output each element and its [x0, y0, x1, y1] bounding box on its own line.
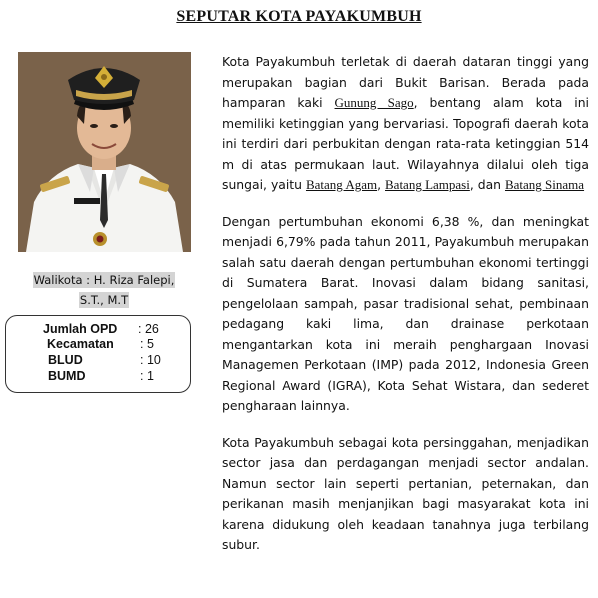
link-gunung-sago[interactable]: Gunung Sago [334, 95, 414, 110]
stat-label: Jumlah OPD [43, 322, 118, 336]
link-batang-agam[interactable]: Batang Agam [305, 177, 378, 192]
official-portrait [18, 52, 191, 252]
caption-line-1: Walikota : H. Riza Falepi, [33, 273, 175, 287]
stat-label: BUMD [48, 369, 86, 383]
portrait-figure-icon [18, 52, 191, 252]
stat-row-blud [6, 353, 192, 368]
stat-row-kecamatan [6, 337, 192, 352]
caption-line-2: S.T., M.T [79, 293, 129, 307]
link-batang-lampasi[interactable]: Batang Lampasi [385, 177, 470, 192]
stat-row-opd [6, 322, 192, 337]
stat-value: : 1 [140, 369, 154, 383]
link-batang-sinama[interactable]: Batang Sinama [504, 177, 585, 192]
paragraph-1 [222, 52, 589, 196]
stats-box [5, 315, 191, 393]
stat-label: BLUD [48, 353, 83, 367]
paragraph-text: Kota Payakumbuh terletak di daerah dataran tinggi yang merupakan bagian dari Bukit Barisan. Berada pada hamparan kaki [222, 54, 589, 110]
paragraph-3: Kota Payakumbuh sebagai kota persinggahan, menjadikan sector jasa dan perdagangan menjadi sector andalan. Namun sector lain seperti pertanian, peternakan, dan perikanan masih menjanjikan bagi masyarakat kota ini karena didukung oleh keadaan tanahnya juga terbilang subur. [222, 434, 589, 552]
stat-value: : 10 [140, 353, 161, 367]
article-body [222, 52, 589, 572]
stat-row-bumd [6, 369, 192, 384]
mayor-caption [10, 270, 198, 310]
stat-label: Kecamatan [47, 337, 114, 351]
stat-value: : 5 [140, 337, 154, 351]
page-title: SEPUTAR KOTA PAYAKUMBUH [176, 8, 422, 25]
paragraph-2: Dengan pertumbuhan ekonomi 6,38 %, dan meningkat menjadi 6,79% pada tahun 2011, Payakumbuh merupakan salah satu daerah dengan pertumbuhan ekonomi tertinggi di Sumatera Barat. Inovasi dalam bidang sanitasi, pengelolaan sampah, pasar tradisional sehat, pembinaan pedagang kaki lima, dan drainase perkotaan mengantarkan kota ini meraih penghargaan Inovasi Managemen Perkotaan (IMP) pada 2012, Indonesia Green Regional Award (IGRA), Kota Sehat Wistara, dan sederet pengharaan lainnya. [222, 213, 589, 413]
stat-value: : 26 [138, 322, 159, 336]
paragraph-text: , dan [469, 177, 505, 192]
paragraph-text: , bentang alam kota ini memiliki ketinggian yang bervariasi. Topografi daerah kota ini terdiri dari perbukitan dengan rata-rata ketinggian 514 m di atas permukaan laut. Wilayahnya dilalui oleh tiga sungai, yaitu [222, 95, 589, 192]
paragraph-text: , [377, 177, 385, 192]
